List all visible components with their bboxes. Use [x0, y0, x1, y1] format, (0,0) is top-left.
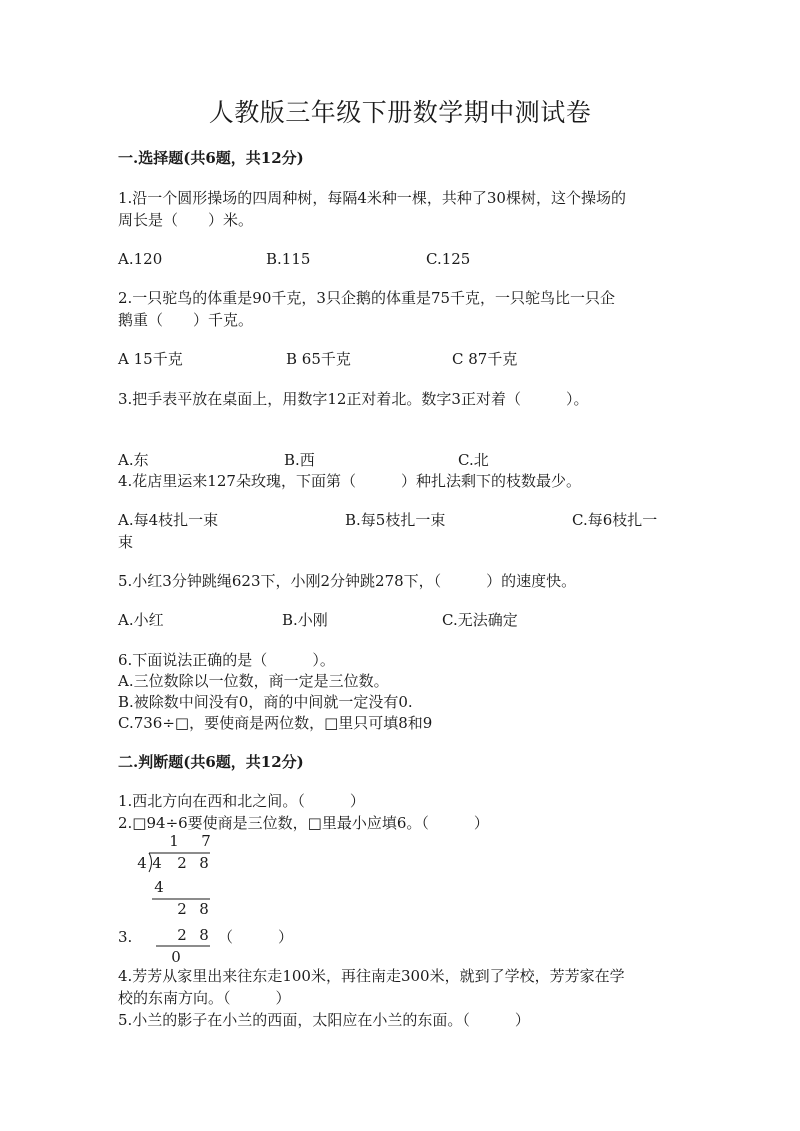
q1-text-line2: 周长是（ ）米。	[118, 211, 254, 229]
judge-q2: 2.□94÷6要使商是三位数，□里最小应填6。（ ）	[118, 814, 489, 832]
section2-heading: 二.判断题(共6题，共12分)	[118, 753, 304, 771]
q6-option-b: B.被除数中间没有0，商的中间就一定没有0.	[118, 693, 413, 711]
q5-option-a: A.小红	[118, 611, 164, 629]
judge-q4-line1: 4.芳芳从家里出来往东走100米，再往南走300米，就到了学校，芳芳家在学	[118, 967, 625, 985]
q3-option-c: C.北	[458, 451, 489, 469]
q2-option-b: B 65千克	[286, 350, 351, 368]
dividend-digit-2: 2	[177, 854, 187, 872]
step2-digit-1: 2	[177, 900, 187, 918]
step3-digit-1: 2	[177, 926, 187, 944]
q4-option-b: B.每5枝扎一束	[345, 511, 446, 529]
q5-text: 5.小红3分钟跳绳623下，小刚2分钟跳278下，（ ）的速度快。	[118, 572, 577, 590]
dividend-digit-1: 4	[152, 854, 162, 872]
q2-text-line1: 2.一只驼鸟的体重是90千克，3只企鹅的体重是75千克，一只鸵鸟比一只企	[118, 289, 616, 307]
step2-digit-2: 8	[199, 900, 209, 918]
q3-option-b: B.西	[284, 451, 315, 469]
quotient-digit-2: 7	[201, 832, 211, 850]
q6-option-a: A.三位数除以一位数，商一定是三位数。	[118, 672, 389, 690]
divisor: 4	[137, 854, 147, 872]
dividend-digit-3: 8	[199, 854, 209, 872]
judge-q4-line2: 校的东南方向。（ ）	[118, 989, 291, 1007]
q6-text: 6.下面说法正确的是（ ）。	[118, 651, 335, 669]
judge-q5: 5.小兰的影子在小兰的西面，太阳应在小兰的东面。（ ）	[118, 1011, 530, 1029]
q2-option-a: A 15千克	[118, 350, 183, 368]
q1-option-c: C.125	[426, 250, 471, 268]
q4-option-a: A.每4枝扎一束	[118, 511, 219, 529]
q1-option-b: B.115	[266, 250, 311, 268]
q2-option-c: C 87千克	[452, 350, 518, 368]
step3-digit-2: 8	[199, 926, 209, 944]
judge-q3-label: 3.	[118, 928, 133, 946]
quotient-digit-1: 1	[169, 832, 179, 850]
q1-option-a: A.120	[118, 250, 163, 268]
q4-text: 4.花店里运来127朵玫瑰，下面第（ ）种扎法剩下的枝数最少。	[118, 472, 581, 490]
q5-option-c: C.无法确定	[442, 611, 518, 629]
q4-option-c-wrap: 束	[118, 533, 134, 551]
q6-option-c: C.736÷□，要使商是两位数，□里只可填8和9	[118, 714, 433, 732]
q4-option-c: C.每6枝扎一	[572, 511, 658, 529]
q3-option-a: A.东	[118, 451, 149, 469]
long-division-figure	[136, 832, 226, 967]
judge-q1: 1.西北方向在西和北之间。（ ）	[118, 792, 365, 810]
page-title: 人教版三年级下册数学期中测试卷	[208, 98, 592, 127]
section1-heading: 一.选择题(共6题，共12分)	[118, 149, 304, 167]
step1-digit: 4	[154, 878, 164, 896]
q2-text-line2: 鹅重（ ）千克。	[118, 311, 254, 329]
q1-text-line1: 1.沿一个圆形操场的四周种树，每隔4米种一棵，共种了30棵树，这个操场的	[118, 189, 626, 207]
division-bracket	[149, 853, 152, 872]
judge-q3-paren: （ ）	[218, 928, 294, 946]
q5-option-b: B.小刚	[282, 611, 328, 629]
remainder: 0	[171, 948, 181, 966]
q3-text: 3.把手表平放在桌面上，用数字12正对着北。数字3正对着（ ）。	[118, 390, 589, 408]
